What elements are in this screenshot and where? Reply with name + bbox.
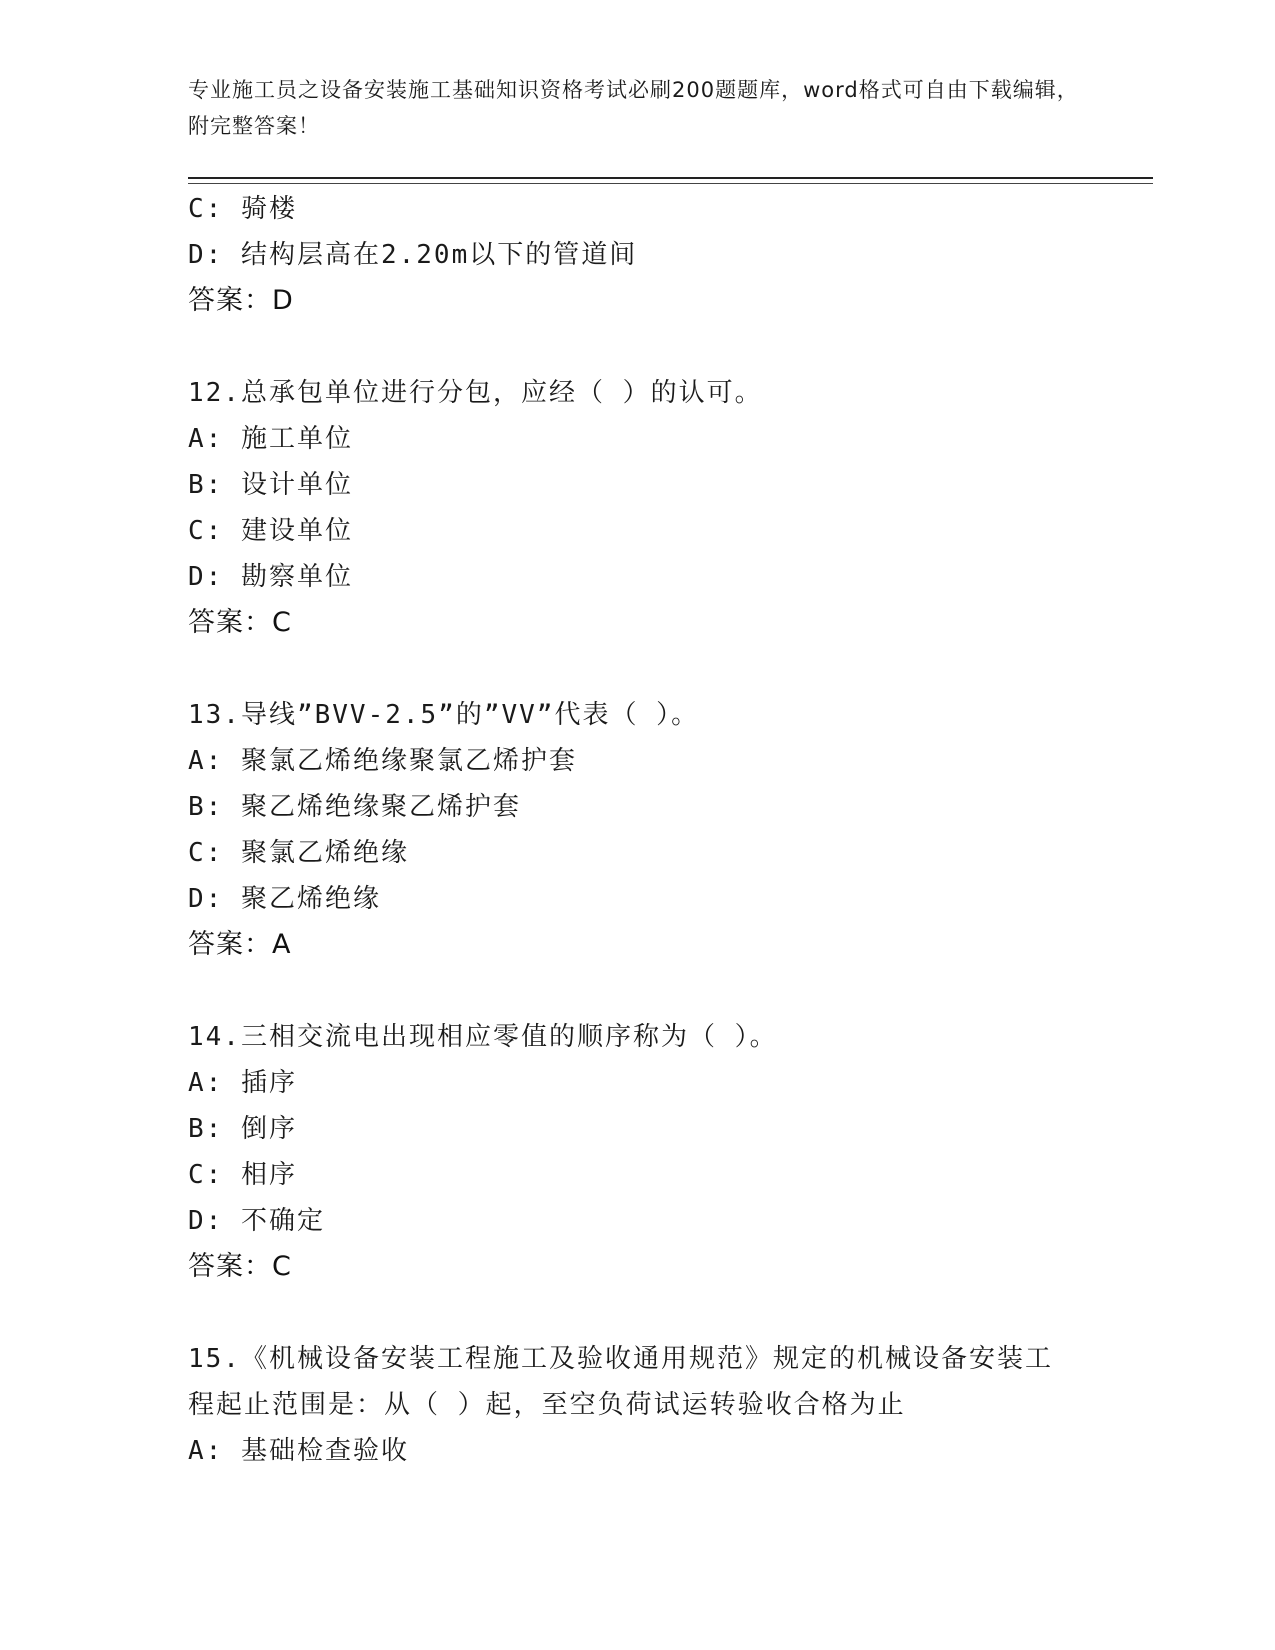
option-d: D: 勘察单位 <box>188 562 353 592</box>
option-a: A: 插序 <box>188 1068 297 1098</box>
option-d: D: 不确定 <box>188 1206 325 1236</box>
option-d: D: 聚乙烯绝缘 <box>188 884 381 914</box>
answer: 答案：A <box>188 929 292 960</box>
question-stem-line-2: 程起止范围是：从（ ）起，至空负荷试运转验收合格为止 <box>188 1390 906 1420</box>
option-c: C: 相序 <box>188 1160 297 1190</box>
question-12 <box>188 370 1088 646</box>
option-b: B: 聚乙烯绝缘聚乙烯护套 <box>188 792 521 822</box>
question-15 <box>188 1336 1088 1474</box>
question-11-continuation <box>188 186 1088 324</box>
option-a: A: 基础检查验收 <box>188 1436 409 1466</box>
option-d: D: 结构层高在2.20m以下的管道间 <box>188 240 638 270</box>
answer: 答案：C <box>188 607 292 638</box>
answer: 答案：D <box>188 285 294 316</box>
document-body <box>188 186 1088 1474</box>
header-divider-thin <box>188 183 1153 184</box>
question-13 <box>188 692 1088 968</box>
option-c: C: 骑楼 <box>188 194 297 224</box>
question-14 <box>188 1014 1088 1290</box>
question-stem: 12.总承包单位进行分包，应经（ ）的认可。 <box>188 378 763 408</box>
question-stem: 14.三相交流电出现相应零值的顺序称为（ ）。 <box>188 1022 778 1052</box>
option-c: C: 聚氯乙烯绝缘 <box>188 838 409 868</box>
option-c: C: 建设单位 <box>188 516 353 546</box>
option-a: A: 聚氯乙烯绝缘聚氯乙烯护套 <box>188 746 577 776</box>
option-b: B: 倒序 <box>188 1114 297 1144</box>
header-divider-thick <box>188 177 1153 179</box>
question-stem-line-1: 15.《机械设备安装工程施工及验收通用规范》规定的机械设备安装工 <box>188 1344 1053 1374</box>
document-title: 专业施工员之设备安装施工基础知识资格考试必刷200题题库，word格式可自由下载编辑，附完整答案！ <box>188 78 1079 138</box>
answer: 答案：C <box>188 1251 292 1282</box>
option-a: A: 施工单位 <box>188 424 353 454</box>
document-header <box>188 72 1088 144</box>
question-stem: 13.导线”BVV-2.5”的”VV”代表（ ）。 <box>188 700 700 730</box>
option-b: B: 设计单位 <box>188 470 353 500</box>
